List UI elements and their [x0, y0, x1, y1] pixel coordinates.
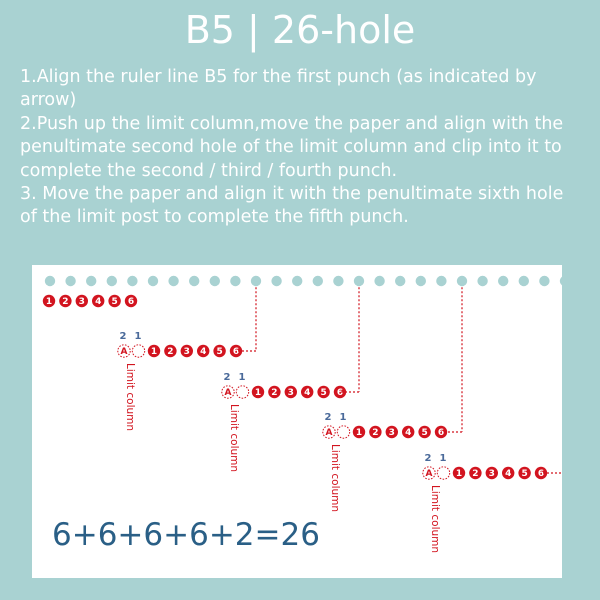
- limit-3-number-label: 3: [388, 428, 395, 439]
- limit-post-number: 2: [119, 331, 127, 342]
- instruction-step-1: 1.Align the ruler line B5 for the first punch (as indicated by arrow): [20, 67, 537, 111]
- limit-2-number-label: 2: [271, 388, 278, 399]
- limit-post-letter: A: [425, 469, 433, 480]
- punch-hole: [498, 276, 508, 286]
- limit-post-ring: [132, 345, 144, 357]
- punch-hole: [107, 276, 117, 286]
- limit-post-ring: [337, 426, 349, 438]
- limit-1-number-label: 1: [150, 347, 158, 358]
- punch-hole: [168, 276, 178, 286]
- instructions: [20, 66, 585, 230]
- punch-hole: [313, 276, 323, 286]
- punch-hole: [148, 276, 158, 286]
- punch-hole: [560, 276, 562, 286]
- limit-column-label: Limit column: [228, 404, 240, 473]
- punch-hole: [251, 276, 261, 286]
- punch-hole: [292, 276, 302, 286]
- punch-hole: [436, 276, 446, 286]
- limit-post-number: 2: [324, 412, 332, 423]
- punch-hole: [333, 276, 343, 286]
- limit-2-number-label: 5: [320, 388, 327, 399]
- limit-1-number-label: 3: [183, 347, 190, 358]
- limit-post-letter: A: [120, 347, 128, 358]
- limit-2-number-label: 4: [304, 388, 311, 399]
- punch-hole: [271, 276, 281, 286]
- instruction-step-2: 2.Push up the limit column,move the paper and align with the penultimate second hole of the limit column and clip into it to complete the second / third / fourth punch.: [20, 113, 564, 181]
- ruler-number-label: 3: [78, 297, 85, 308]
- limit-3-number-label: 6: [437, 428, 445, 439]
- limit-column-label: Limit column: [429, 485, 441, 554]
- limit-post-number: 1: [134, 331, 142, 342]
- limit-column-label: Limit column: [329, 444, 341, 513]
- limit-3-number-label: 1: [355, 428, 363, 439]
- limit-post-ring: [437, 467, 449, 479]
- limit-post-letter: A: [224, 388, 232, 399]
- limit-column-label: Limit column: [124, 363, 136, 432]
- punch-hole: [519, 276, 529, 286]
- punch-hole: [477, 276, 487, 286]
- limit-3-number-label: 2: [372, 428, 379, 439]
- punch-hole: [230, 276, 240, 286]
- limit-1-number-label: 5: [216, 347, 223, 358]
- limit-1-number-label: 4: [200, 347, 207, 358]
- punch-hole: [354, 276, 364, 286]
- limit-post-number: 2: [223, 372, 231, 383]
- hole-equation: 6+6+6+6+2=26: [52, 517, 320, 553]
- punch-hole: [127, 276, 137, 286]
- limit-1-number-label: 6: [232, 347, 240, 358]
- limit-2-number-label: 1: [254, 388, 262, 399]
- limit-post-number: 2: [424, 453, 432, 464]
- limit-post-number: 1: [238, 372, 246, 383]
- punch-hole: [45, 276, 55, 286]
- limit-3-number-label: 5: [421, 428, 428, 439]
- limit-4-number-label: 5: [521, 469, 528, 480]
- ruler-number-label: 4: [95, 297, 102, 308]
- limit-4-number-label: 3: [488, 469, 495, 480]
- limit-4-number-label: 4: [505, 469, 512, 480]
- punch-hole: [65, 276, 75, 286]
- punch-hole: [539, 276, 549, 286]
- punch-hole: [374, 276, 384, 286]
- limit-post-ring: [236, 386, 248, 398]
- punch-hole: [416, 276, 426, 286]
- limit-4-number-label: 1: [455, 469, 463, 480]
- punch-hole: [86, 276, 96, 286]
- limit-2-number-label: 3: [287, 388, 294, 399]
- ruler-number-label: 1: [45, 297, 53, 308]
- punch-hole: [210, 276, 220, 286]
- limit-2-number-label: 6: [336, 388, 344, 399]
- limit-post-letter: A: [325, 428, 333, 439]
- limit-post-number: 1: [339, 412, 347, 423]
- punch-hole: [395, 276, 405, 286]
- punch-hole: [457, 276, 467, 286]
- instruction-step-3: 3. Move the paper and align it with the penultimate sixth hole of the limit post to complete the fifth punch.: [20, 184, 564, 228]
- limit-4-number-label: 6: [537, 469, 545, 480]
- diagram-panel: [32, 265, 562, 578]
- limit-1-number-label: 2: [167, 347, 174, 358]
- limit-3-number-label: 4: [405, 428, 412, 439]
- ruler-number-label: 5: [111, 297, 118, 308]
- ruler-number-label: 6: [127, 297, 135, 308]
- ruler-number-label: 2: [62, 297, 69, 308]
- limit-4-number-label: 2: [472, 469, 479, 480]
- punch-hole: [189, 276, 199, 286]
- page-title: B5 | 26-hole: [184, 8, 416, 52]
- limit-post-number: 1: [439, 453, 447, 464]
